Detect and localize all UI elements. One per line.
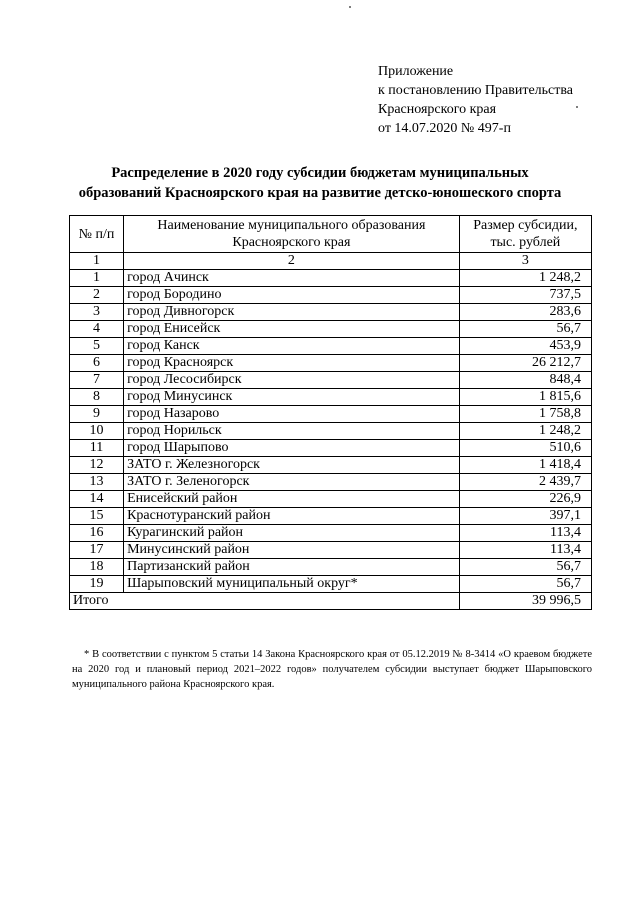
row-num: 18 [70,559,124,576]
title-line-1: Распределение в 2020 году субсидии бюджетам муниципальных [111,165,529,181]
table-row [70,491,592,508]
row-amount: 283,6 [459,304,591,321]
row-num: 8 [70,389,124,406]
appendix-line: Красноярского края [378,102,497,117]
row-amount: 397,1 [459,508,591,525]
row-name: город Минусинск [124,389,460,406]
scan-speck [349,6,351,8]
table-row [70,576,592,593]
row-name: город Шарыпово [124,440,460,457]
row-name: город Енисейск [124,321,460,338]
table-row [70,440,592,457]
row-amount: 56,7 [459,321,591,338]
row-name: город Норильск [124,423,460,440]
table-row [70,525,592,542]
header-num [70,216,124,253]
row-num: 17 [70,542,124,559]
table-row [70,287,592,304]
row-num: 19 [70,576,124,593]
row-num: 11 [70,440,124,457]
scan-speck [576,106,578,108]
row-amount: 56,7 [459,576,591,593]
header-num-text: № п/п [78,226,115,242]
header-amount [459,216,591,253]
appendix-line: от 14.07.2020 № 497-п [378,121,511,136]
header-name-text: Наименование муниципального образования Красноярского края [157,218,426,250]
row-amount: 113,4 [459,525,591,542]
row-name: Енисейский район [124,491,460,508]
row-amount: 26 212,7 [459,355,591,372]
index-cell: 1 [70,253,124,270]
table-row [70,355,592,372]
row-amount: 453,9 [459,338,591,355]
table-row [70,423,592,440]
total-amount: 39 996,5 [459,593,591,610]
table-row [70,270,592,287]
table-row [70,542,592,559]
row-name: ЗАТО г. Зеленогорск [124,474,460,491]
row-amount: 1 418,4 [459,457,591,474]
row-num: 13 [70,474,124,491]
header-amount-text: Размер субсидии, тыс. рублей [473,218,578,250]
appendix-line: к постановлению Правительства [378,83,574,98]
total-row [70,593,592,610]
row-amount: 1 248,2 [459,270,591,287]
row-amount: 2 439,7 [459,474,591,491]
row-name: Краснотуранский район [124,508,460,525]
index-cell: 2 [124,253,460,270]
row-name: город Красноярск [124,355,460,372]
row-num: 15 [70,508,124,525]
row-name: город Лесосибирск [124,372,460,389]
row-num: 5 [70,338,124,355]
row-name: Курагинский район [124,525,460,542]
subsidy-table [69,215,592,610]
index-cell: 3 [459,253,591,270]
table-row [70,457,592,474]
row-num: 12 [70,457,124,474]
row-name: город Ачинск [124,270,460,287]
row-amount: 1 815,6 [459,389,591,406]
row-amount: 510,6 [459,440,591,457]
row-num: 2 [70,287,124,304]
row-amount: 56,7 [459,559,591,576]
row-name: город Канск [124,338,460,355]
table-row [70,559,592,576]
row-amount: 848,4 [459,372,591,389]
table-row [70,338,592,355]
row-amount: 1 758,8 [459,406,591,423]
row-name: Минусинский район [124,542,460,559]
row-num: 7 [70,372,124,389]
footnote: * В соответствии с пунктом 5 статьи 14 Закона Красноярского края от 05.12.2019 № 8-3414 «О краевом бюджете на 2020 год и плановый период 2021–2022 годов» получателем субсидии выступает бюджет Шарыповского муниципального района Красноярского края. [72,649,592,690]
row-num: 3 [70,304,124,321]
table-row [70,304,592,321]
row-amount: 737,5 [459,287,591,304]
row-name: Партизанский район [124,559,460,576]
header-name [124,216,460,253]
table-row [70,508,592,525]
row-name: Шарыповский муниципальный округ* [124,576,460,593]
table-row [70,474,592,491]
row-name: город Бородино [124,287,460,304]
appendix-header [378,62,573,138]
row-name: город Назарово [124,406,460,423]
row-num: 10 [70,423,124,440]
row-amount: 226,9 [459,491,591,508]
row-name: ЗАТО г. Железногорск [124,457,460,474]
row-num: 14 [70,491,124,508]
table-header-row [70,216,592,253]
row-num: 4 [70,321,124,338]
table-row [70,389,592,406]
table-row [70,406,592,423]
row-num: 9 [70,406,124,423]
row-amount: 1 248,2 [459,423,591,440]
row-num: 1 [70,270,124,287]
total-label: Итого [70,593,460,610]
row-num: 6 [70,355,124,372]
row-name: город Дивногорск [124,304,460,321]
row-amount: 113,4 [459,542,591,559]
appendix-line: Приложение [378,64,454,79]
column-index-row [70,253,592,270]
table-row [70,372,592,389]
title-line-2: образований Красноярского края на развитие детско-юношеского спорта [78,185,562,201]
document-title [40,163,600,203]
table-row [70,321,592,338]
row-num: 16 [70,525,124,542]
